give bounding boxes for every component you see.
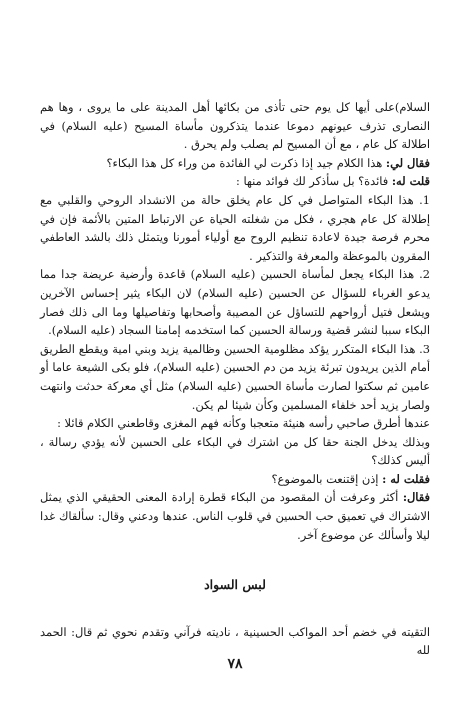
question-1 [40,154,430,173]
reply [40,488,430,544]
point-2: 2. هذا البكاء يجعل لمأساة الحسين (عليه السلام) قاعدة وأرضية عريضة جدا مما يدعو الغرباء للسؤال عن الحسين (عليه السلام) لان البكاء يثير إحساس الآخرين ويشعل فتيل أرواحهم للتساؤل عن المصيبة وأصحابها وتفاصيلها وما الى ذلك فصار البكاء سببا لنشر قضية ورسالة الحسين كما استخدمه إمامنا السجاد (عليه السلام). [40,267,430,338]
question-2-speaker: فقلت له : [382,471,430,486]
page-number: ٧٨ [227,656,243,672]
reply-text: أكثر وعرفت أن المقصود من البكاء قطرة إرادة المعنى الحقيقي الذي يمثل الاشتراك في تعميق حب الحسين في قلوب الناس. عندها ودعني وقال: سألقاك غدا ليلا وأسألك عن موضوع آخر. [40,490,430,542]
question-1-text: هذا الكلام جيد إذا ذكرت لي الفائدة من وراء كل هذا البكاء؟ [106,155,383,170]
answer-1-speaker: قلت له: [391,174,430,189]
question-2 [40,470,430,489]
point-1: 1. هذا البكاء المتواصل في كل عام يخلق حالة من الانشداد الروحي والقلبي مع إطلالة كل عام هجري ، فكل من شغلته الحياة عن الارتباط المتين بالأئمة فإن في محرم فرصة جيدة لاعادة تنظيم الروح مع أولياء أمورنا ويتمثل ذلك بالشد العاطفي المقرون بالموعظة والمعرفة والتذكير . [40,192,430,263]
opening-paragraph: السلام)على أيها كل يوم حتى تأذى من بكائها أهل المدينة على ما يروى ، وها هم النصارى تذرف عيونهم دموعا عندما يتذكرون مأساة المسيح (عليه السلام) في اطلالة كل عام ، مع أن المسيح لم يصلب ولم يحرق . [40,100,430,152]
section-title: لبس السواد [204,577,266,593]
question-2-text: إذن إقتنعت بالموضوع؟ [271,471,379,486]
section-opening: التقيته في خضم أحد المواكب الحسينية ، ناديته فرآني وتقدم نحوي ثم قال: الحمد لله [40,624,430,658]
companion-remark: وبذلك يدخل الجنة حقا كل من اشترك في البكاء على الحسين لأنه يؤدي رسالة ، أليس كذلك؟ [40,434,430,468]
answer-1 [40,172,430,191]
point-3: 3. هذا البكاء المتكرر يؤكد مظلومية الحسين وظالمية يزيد وبني امية ويقطع الطريق أمام الذين يريدون تبرئة يزيد من دم الحسين (عليه السلام)، فلو بكى الشيعة عاما أو عامين ثم سكتوا لصارت مأساة الحسين (عليه السلام) مثل أي معركة حدثت وانتهت ولصار يزيد أحد خلفاء المسلمين وكأن شيئا لم يكن. [40,341,430,412]
answer-1-text: فائدة؟ بل سأذكر لك فوائد منها : [236,174,389,189]
interruption-line: عندها أطرق صاحبي رأسه هنيئة متعجبا وكأنه فهم المغزى وقاطعني الكلام قائلا : [57,416,430,431]
question-1-speaker: فقال لي: [385,155,430,170]
reply-speaker: فقال: [402,490,430,505]
